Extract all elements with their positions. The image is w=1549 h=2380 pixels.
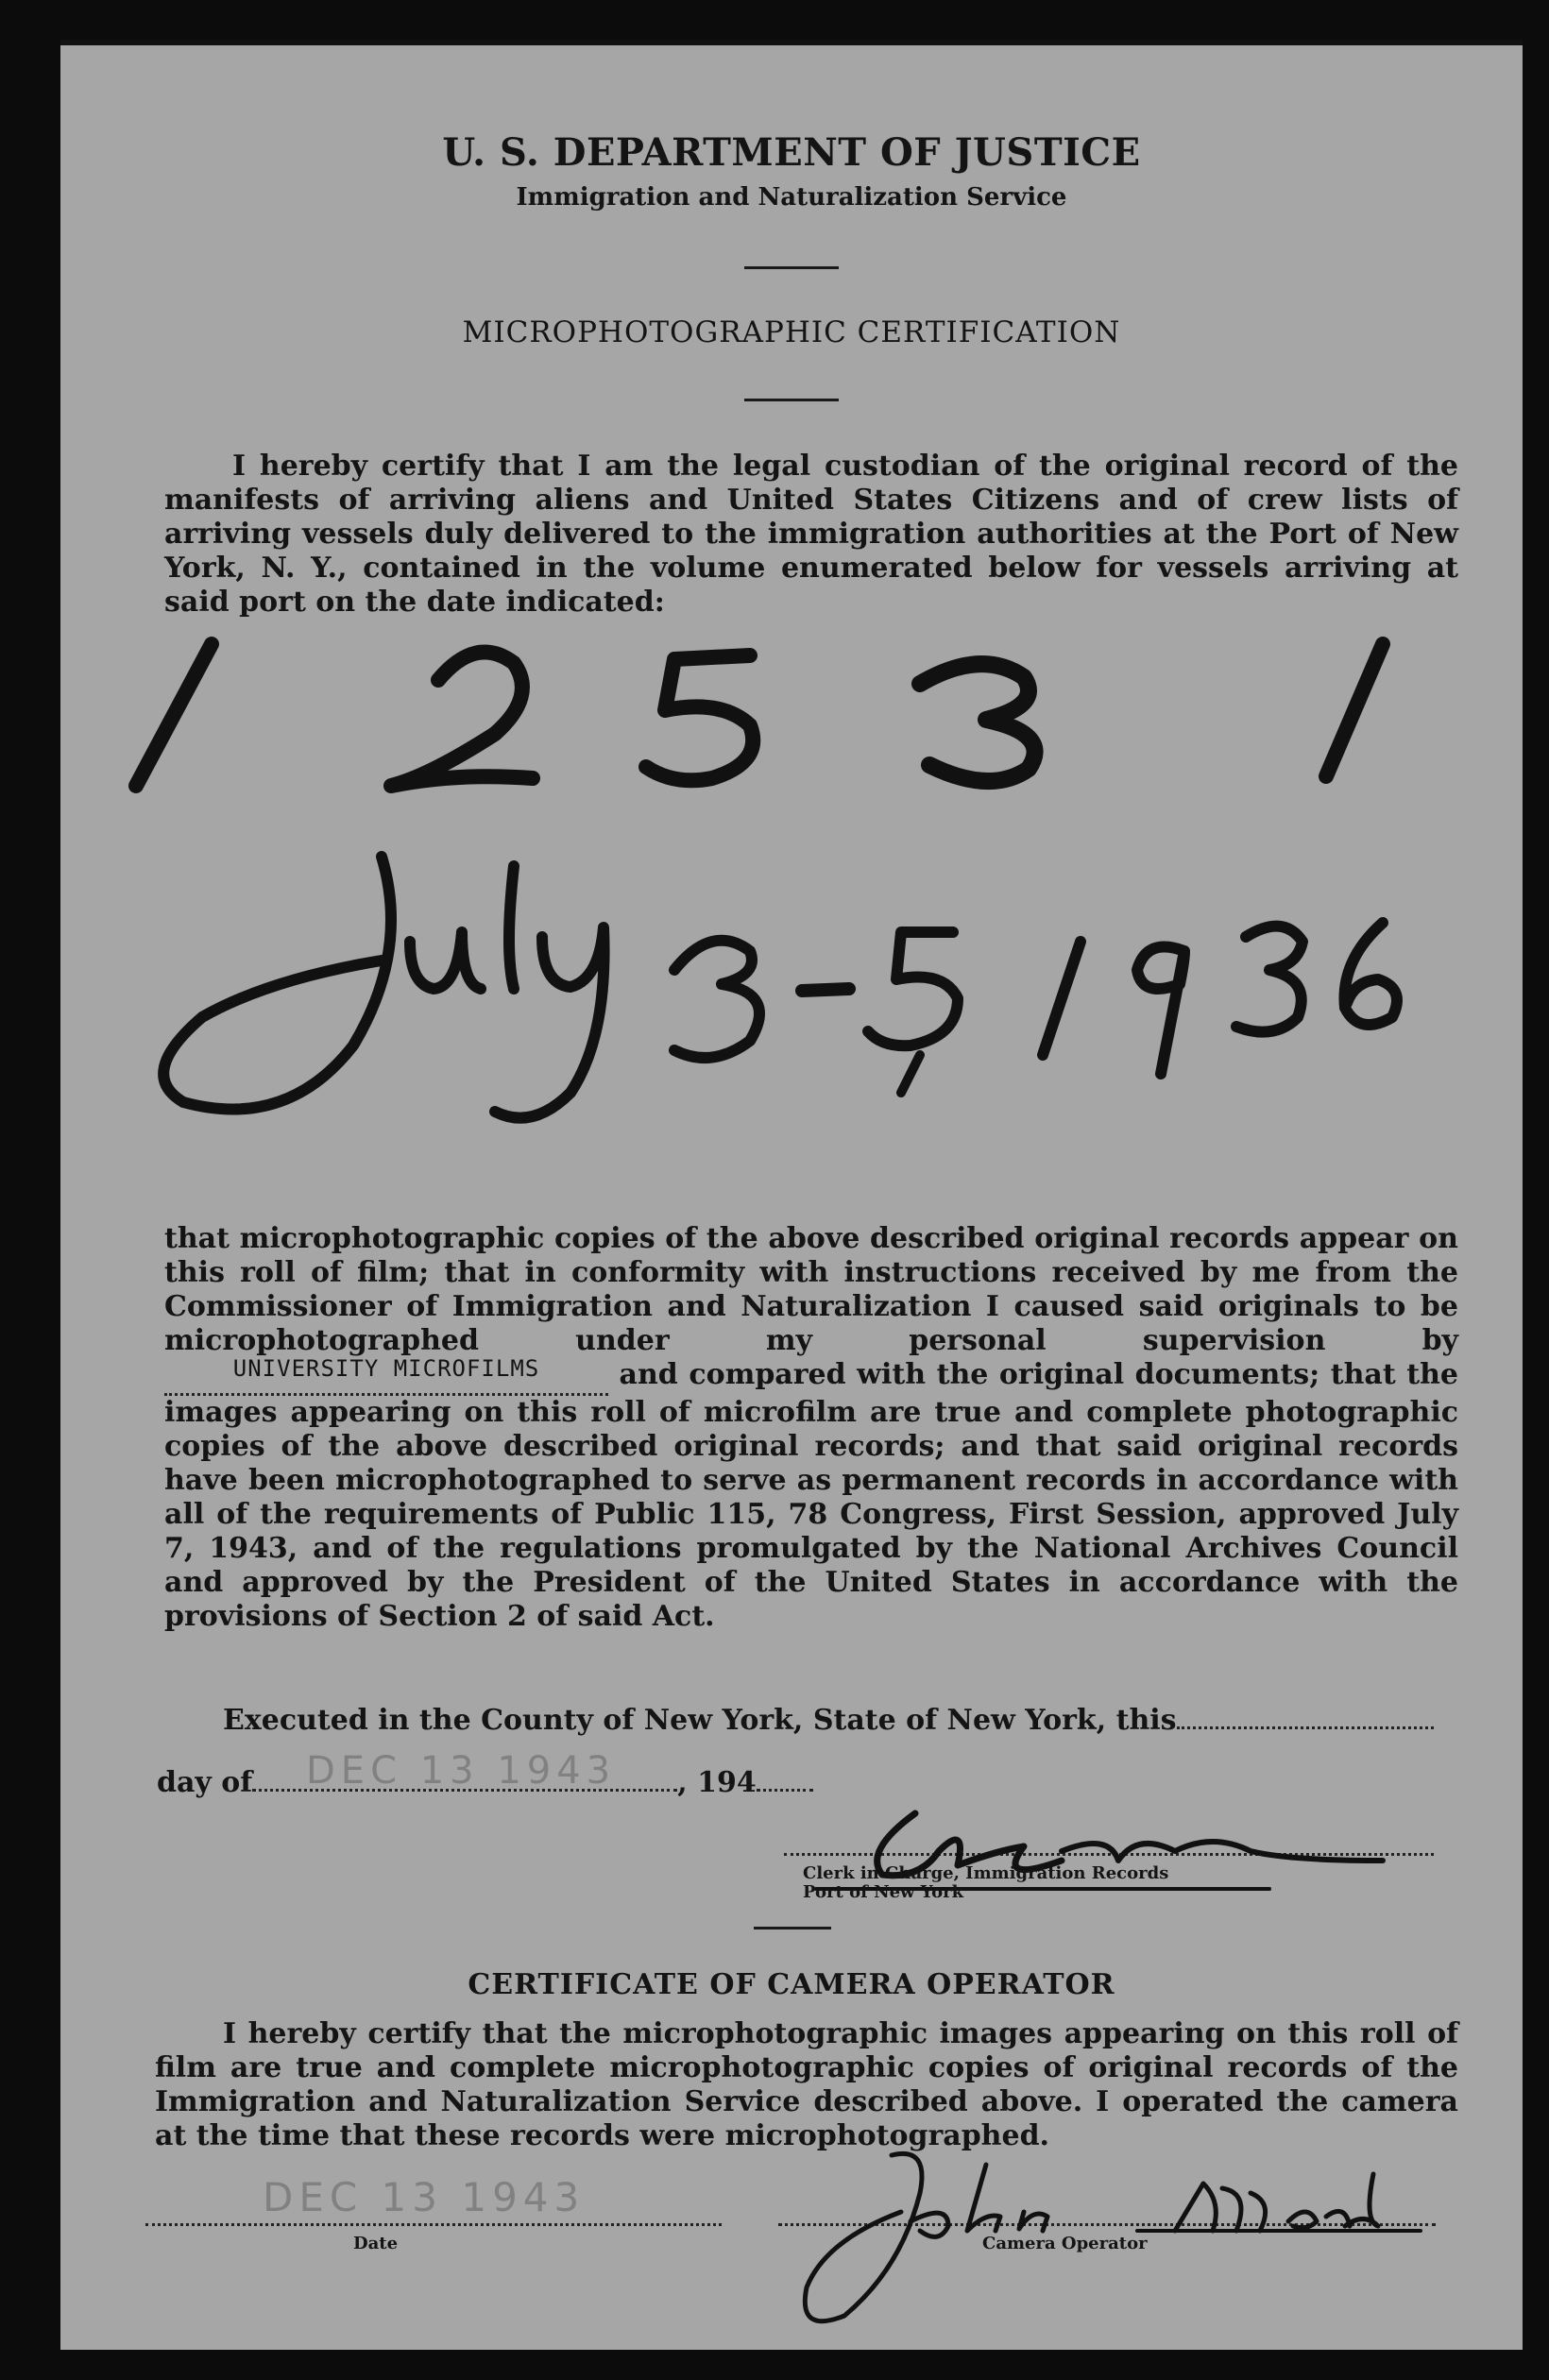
camera-operator-paragraph: I hereby certify that the microphotographic images appearing on this roll of film are true and complete microphotographic copies of original records of the Immigration and Naturalization Service described above. I operated the camera at the time that these records were microphotographed. [155, 2017, 1458, 2152]
certification-body-paragraph [164, 1222, 1458, 1634]
date-caption: Date [353, 2234, 399, 2253]
divider [754, 1927, 831, 1930]
divider [744, 266, 839, 269]
intro-paragraph: I hereby certify that I am the legal custodian of the original record of the manifests of arriving aliens and United States Citizens and of crew lists of arriving vessels duly delivered to the immigration authorities at the Port of New York, N. Y., contained in the volume enumerated below for vessels arriving at said port on the date indicated: [164, 450, 1458, 619]
agency-heading: U. S. DEPARTMENT OF JUSTICE [442, 130, 1141, 175]
day-blank [1177, 1708, 1434, 1729]
executed-line [223, 1704, 1434, 1737]
year-prefix: , 194 [677, 1766, 757, 1799]
date-signature-line [145, 2223, 722, 2226]
clerk-caption-line1: Clerk in Charge, Immigration Records [803, 1863, 1169, 1883]
supervisor-typed-text: UNIVERSITY MICROFILMS [232, 1355, 540, 1382]
clerk-caption-line2: Port of New York [803, 1882, 964, 1902]
day-of-label: day of [157, 1766, 253, 1799]
supervisor-field [164, 1355, 608, 1396]
date-stamp-2: DEC 13 1943 [263, 2174, 586, 2220]
body-rest-text: and compared with the original documents; that the images appearing on this roll of microfilm are true and complete photographic copies of the above described original records; and that said original records have been microphotographed to serve as permanent records in accordance with all of the requirements of Public 115, 78 Congress, First Session, approved July 7, 1943, and of the regulations promulgated by the National Archives Council and approved by the President of the United States in accordance with the provisions of Section 2 of said Act. [164, 1358, 1458, 1633]
year-blank [757, 1770, 813, 1792]
divider [744, 399, 839, 401]
executed-text: Executed in the County of New York, State of New York, this [223, 1704, 1177, 1737]
body-lead-text: that microphotographic copies of the above described original records appear on this roll of film; that in conformity with instructions received by me from the Commissioner of Immigration and Naturalization I caused said originals to be microphotographed under my personal supervision by [164, 1222, 1458, 1357]
clerk-caption [803, 1864, 1168, 1902]
date-stamp-1: DEC 13 1943 [306, 1749, 617, 1793]
film-edge [60, 40, 1523, 45]
handwritten-date-range [98, 819, 1477, 1159]
certification-title: MICROPHOTOGRAPHIC CERTIFICATION [462, 315, 1121, 349]
handwritten-volume-number [98, 606, 1477, 795]
camera-operator-title: CERTIFICATE OF CAMERA OPERATOR [468, 1968, 1115, 2001]
operator-caption: Camera Operator [982, 2234, 1148, 2253]
service-subheading: Immigration and Naturalization Service [516, 183, 1067, 212]
certificate-page [60, 40, 1523, 2350]
